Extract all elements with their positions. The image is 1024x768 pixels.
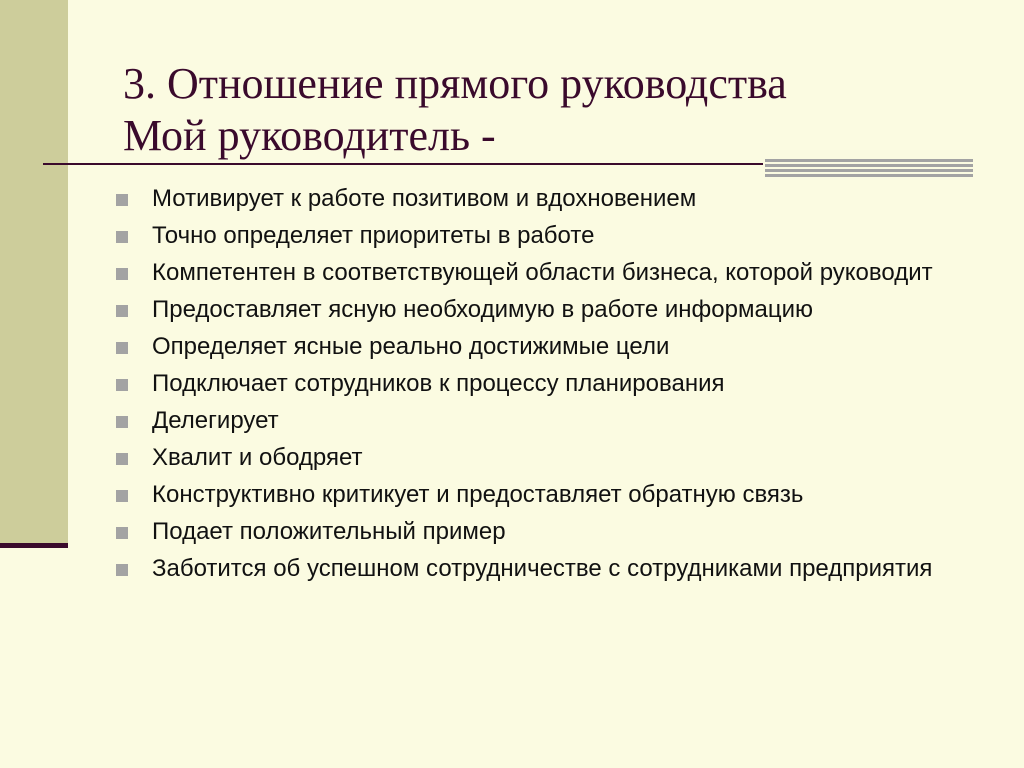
bullet-text: Предоставляет ясную необходимую в работе информацию (152, 296, 813, 323)
bullet-text: Компетентен в соответствующей области бизнеса, которой руководит (152, 259, 933, 286)
slide-title (123, 58, 1003, 162)
list-item (114, 295, 994, 324)
bullet-text: Подает положительный пример (152, 518, 506, 545)
list-item (114, 369, 994, 398)
bullet-text: Заботится об успешном сотрудничестве с сотрудниками предприятия (152, 555, 933, 582)
square-bullet-icon (116, 305, 128, 317)
square-bullet-icon (116, 453, 128, 465)
title-line-2: Мой руководитель - (123, 111, 496, 160)
bullet-text: Определяет ясные реально достижимые цели (152, 333, 670, 360)
list-item (114, 258, 994, 287)
square-bullet-icon (116, 527, 128, 539)
square-bullet-icon (116, 194, 128, 206)
list-item (114, 443, 994, 472)
bullet-text: Точно определяет приоритеты в работе (152, 222, 595, 249)
title-divider (43, 163, 763, 165)
list-item (114, 480, 994, 509)
square-bullet-icon (116, 342, 128, 354)
bullet-text: Мотивирует к работе позитивом и вдохновением (152, 185, 697, 212)
list-item (114, 184, 994, 213)
square-bullet-icon (116, 564, 128, 576)
bullet-list (114, 184, 994, 591)
bullet-text: Подключает сотрудников к процессу планирования (152, 370, 725, 397)
list-item (114, 221, 994, 250)
bullet-text: Хвалит и ободряет (152, 444, 363, 471)
title-line-1: 3. Отношение прямого руководства (123, 59, 787, 108)
square-bullet-icon (116, 490, 128, 502)
square-bullet-icon (116, 231, 128, 243)
square-bullet-icon (116, 416, 128, 428)
bullet-text: Делегирует (152, 407, 279, 434)
square-bullet-icon (116, 268, 128, 280)
left-decorative-bar (0, 0, 68, 543)
square-bullet-icon (116, 379, 128, 391)
bullet-text: Конструктивно критикует и предоставляет обратную связь (152, 481, 804, 508)
list-item (114, 554, 994, 583)
list-item (114, 332, 994, 361)
left-bar-underline (0, 543, 68, 548)
list-item (114, 406, 994, 435)
title-divider-accent (765, 159, 973, 177)
list-item (114, 517, 994, 546)
